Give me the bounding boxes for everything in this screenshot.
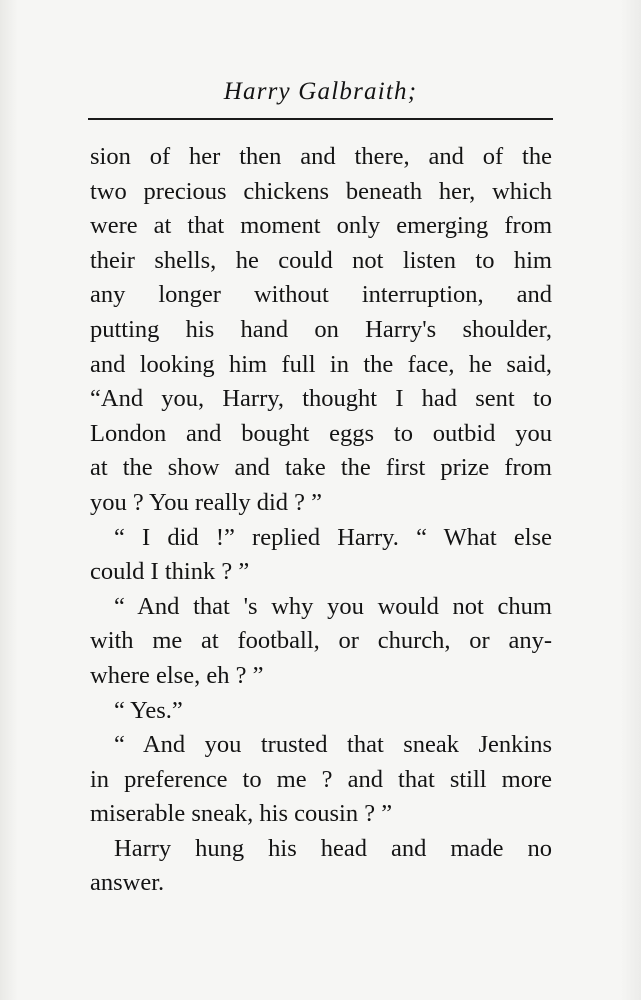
text-line: could I think ? ”	[90, 558, 250, 586]
text-line: “ And that 's why you would not chum	[114, 592, 552, 620]
text-line: answer.	[90, 869, 165, 897]
text-line: “ I did !” replied Harry. “ What else	[114, 523, 552, 551]
text-line: sion of her then and there, and of the	[90, 143, 552, 170]
header-rule	[88, 118, 553, 120]
text-line: Harry hung his head and made no	[114, 834, 552, 862]
text-line: with me at football, or church, or any-	[90, 627, 552, 655]
text-line: “ And you trusted that sneak Jenkins	[114, 731, 552, 759]
running-head: Harry Galbraith;	[223, 78, 418, 105]
text-line: and looking him full in the face, he said,	[90, 350, 552, 378]
text-line: their shells, he could not listen to him	[90, 246, 552, 274]
text-line: any longer without interruption, and	[90, 281, 552, 309]
text-line: two precious chickens beneath her, which	[90, 177, 552, 205]
text-line: “ Yes.”	[114, 696, 183, 724]
text-line: at the show and take the first prize from	[90, 454, 552, 482]
text-line: miserable sneak, his cousin ? ”	[90, 800, 393, 828]
text-line: London and bought eggs to outbid you	[90, 419, 552, 447]
text-line: putting his hand on Harry's shoulder,	[90, 315, 552, 343]
text-line: were at that moment only emerging from	[90, 212, 552, 240]
text-line: you ? You really did ? ”	[90, 488, 323, 516]
text-line: where else, eh ? ”	[90, 661, 264, 689]
body-text	[90, 140, 552, 901]
text-line: “And you, Harry, thought I had sent to	[90, 385, 552, 413]
text-line: in preference to me ? and that still more	[90, 765, 552, 793]
